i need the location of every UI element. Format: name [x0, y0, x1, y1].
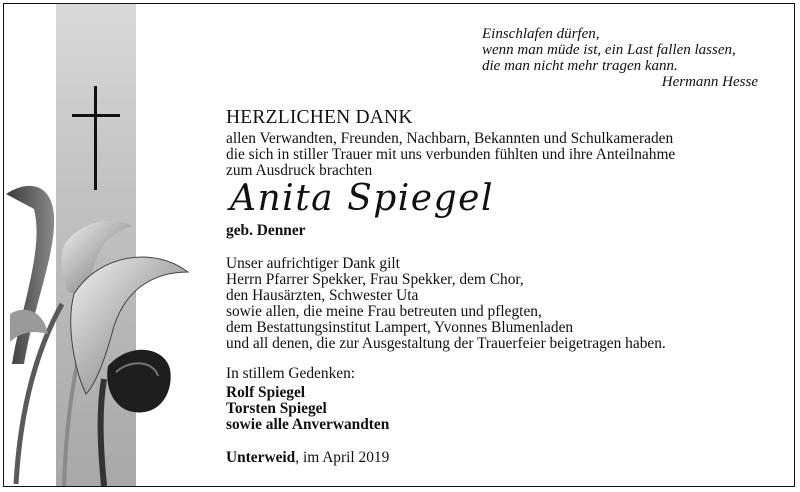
- mourner-name: Rolf Spiegel: [226, 384, 306, 401]
- intro-line: allen Verwandten, Freunden, Nachbarn, Bekannten und Schulkameraden: [226, 130, 674, 147]
- thanks-line: Herrn Pfarrer Spekker, Frau Spekker, dem Chor,: [226, 271, 524, 288]
- intro-paragraph: [226, 131, 675, 179]
- mourner-name: Torsten Spiegel: [226, 400, 327, 417]
- place-name: Unterweid: [226, 449, 296, 466]
- thanks-paragraph: [226, 256, 666, 352]
- mourner-name: sowie alle Anverwandten: [226, 416, 390, 433]
- calla-lily-image: [4, 154, 194, 486]
- poem-quote: [482, 26, 758, 90]
- deceased-name: Anita Spiegel: [230, 178, 494, 219]
- maiden-name: geb. Denner: [226, 222, 306, 239]
- mourners-block: [226, 366, 389, 433]
- thanks-heading: HERZLICHEN DANK: [226, 107, 413, 128]
- quote-line: wenn man müde ist, ein Last fallen lassen,: [482, 42, 736, 58]
- intro-line: zum Ausdruck brachten: [226, 162, 373, 179]
- quote-line: Einschlafen dürfen,: [482, 26, 600, 42]
- thanks-line: sowie allen, die meine Frau betreuten und pflegten,: [226, 303, 542, 320]
- place-date: [226, 450, 389, 466]
- thanks-line: den Hausärzten, Schwester Uta: [226, 287, 419, 304]
- mourners-intro: In stillem Gedenken:: [226, 365, 356, 382]
- quote-author: Hermann Hesse: [661, 74, 758, 90]
- obituary-notice: [3, 3, 795, 487]
- quote-line: die man nicht mehr tragen kann.: [482, 58, 678, 74]
- intro-line: die sich in stiller Trauer mit uns verbunden fühlten und ihre Anteilnahme: [226, 146, 676, 163]
- thanks-line: dem Bestattungsinstitut Lampert, Yvonnes Blumenladen: [226, 319, 574, 336]
- thanks-line: und all denen, die zur Ausgestaltung der Trauerfeier beigetragen haben.: [226, 335, 666, 352]
- date-text: , im April 2019: [295, 449, 390, 466]
- thanks-line: Unser aufrichtiger Dank gilt: [226, 255, 400, 272]
